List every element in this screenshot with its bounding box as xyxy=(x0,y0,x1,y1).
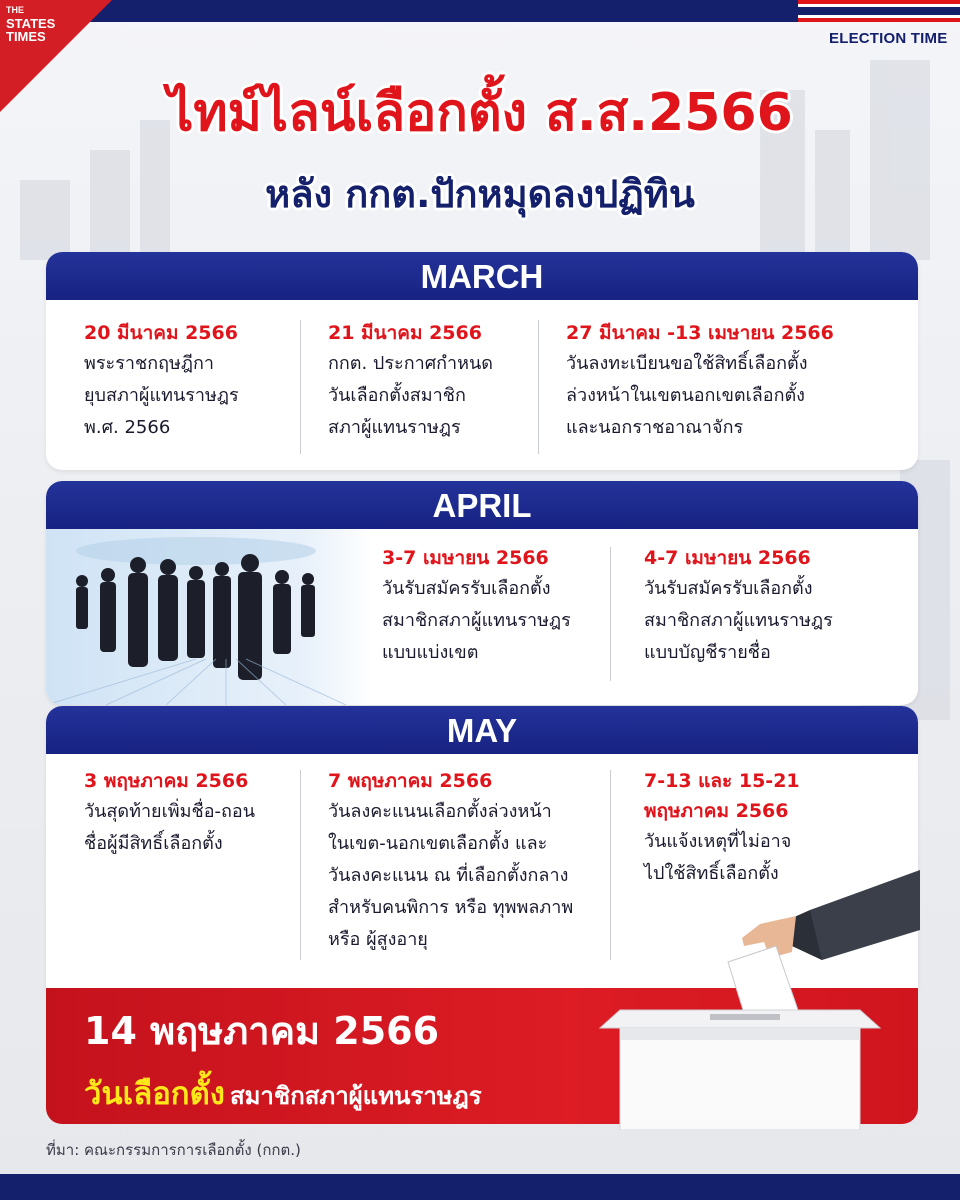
event-desc-line: ชื่อผู้มีสิทธิ์เลือกตั้ง xyxy=(84,833,223,854)
event-desc-line: ในเขต-นอกเขตเลือกตั้ง และ xyxy=(328,833,548,854)
event-desc-line: และนอกราชอาณาจักร xyxy=(566,417,744,438)
event-desc-line: วันสุดท้ายเพิ่มชื่อ-ถอน xyxy=(84,801,256,822)
event-desc-line: แบบบัญชีรายชื่อ xyxy=(644,642,771,663)
election-day-highlight: วันเลือกตั้ง xyxy=(84,1076,225,1112)
thai-flag xyxy=(798,0,960,22)
event-desc-line: แบบแบ่งเขต xyxy=(382,642,479,663)
may-event-2 xyxy=(328,766,573,956)
election-time-tag: ELECTION TIME xyxy=(829,30,948,47)
column-divider xyxy=(610,547,611,681)
source-note: ที่มา: คณะกรรมการการเลือกตั้ง (กกต.) xyxy=(46,1141,301,1159)
column-divider xyxy=(300,320,301,454)
business-people-icon xyxy=(46,529,372,705)
event-date: 7-13 และ 15-21 xyxy=(644,770,800,792)
event-date: 3-7 เมษายน 2566 xyxy=(382,547,549,569)
event-date: 4-7 เมษายน 2566 xyxy=(644,547,811,569)
page-subtitle: หลัง กกต.ปักหมุดลงปฏิทิน xyxy=(265,172,695,216)
april-event-1 xyxy=(382,543,571,669)
event-desc-line: สภาผู้แทนราษฎร xyxy=(328,417,461,438)
event-desc-line: กกต. ประกาศกำหนด xyxy=(328,353,493,374)
april-card xyxy=(46,481,918,705)
event-desc-line: วันรับสมัครรับเลือกตั้ง xyxy=(382,578,551,599)
event-desc-line: สำหรับคนพิการ หรือ ทุพพลภาพ xyxy=(328,897,574,918)
event-date: 7 พฤษภาคม 2566 xyxy=(328,770,493,792)
column-divider xyxy=(300,770,301,960)
march-event-1 xyxy=(84,318,239,444)
logo-line3: TIMES xyxy=(6,29,46,44)
logo-line2: STATES xyxy=(6,16,56,31)
event-desc-line: ล่วงหน้าในเขตนอกเขตเลือกตั้ง xyxy=(566,385,805,406)
column-divider xyxy=(538,320,539,454)
election-date: 14 พฤษภาคม 2566 xyxy=(84,1009,440,1053)
march-card xyxy=(46,252,918,470)
election-day-rest: สมาชิกสภาผู้แทนราษฎร xyxy=(229,1082,482,1110)
bottom-bar xyxy=(0,1174,960,1200)
event-date: 21 มีนาคม 2566 xyxy=(328,322,482,344)
event-desc-line: สมาชิกสภาผู้แทนราษฎร xyxy=(644,610,833,631)
event-date: พฤษภาคม 2566 xyxy=(644,800,789,822)
event-desc-line: วันลงทะเบียนขอใช้สิทธิ์เลือกตั้ง xyxy=(566,353,808,374)
page-title: ไทม์ไลน์เลือกตั้ง ส.ส.2566 xyxy=(167,83,793,143)
event-desc-line: วันลงคะแนนเลือกตั้งล่วงหน้า xyxy=(328,801,552,822)
event-desc-line: ยุบสภาผู้แทนราษฎร xyxy=(84,385,239,406)
event-date: 20 มีนาคม 2566 xyxy=(84,322,238,344)
event-desc-line: วันเลือกตั้งสมาชิก xyxy=(328,385,466,406)
event-desc-line: ไปใช้สิทธิ์เลือกตั้ง xyxy=(644,863,779,884)
april-event-2 xyxy=(644,543,833,669)
event-desc-line: วันลงคะแนน ณ ที่เลือกตั้งกลาง xyxy=(328,865,569,886)
event-date: 3 พฤษภาคม 2566 xyxy=(84,770,249,792)
event-desc-line: สมาชิกสภาผู้แทนราษฎร xyxy=(382,610,571,631)
event-desc-line: หรือ ผู้สูงอายุ xyxy=(328,929,428,950)
march-event-2 xyxy=(328,318,493,444)
may-event-1 xyxy=(84,766,255,860)
event-desc-line: พระราชกฤษฎีกา xyxy=(84,353,214,374)
month-heading-april: APRIL xyxy=(46,481,918,529)
ballot-box-icon xyxy=(560,850,920,1130)
march-event-3 xyxy=(566,318,834,444)
election-day-label xyxy=(84,1068,482,1118)
month-heading-may: MAY xyxy=(46,706,918,754)
logo-line1: THE xyxy=(6,5,24,15)
event-date: 27 มีนาคม -13 เมษายน 2566 xyxy=(566,322,834,344)
event-desc-line: วันแจ้งเหตุที่ไม่อาจ xyxy=(644,831,792,852)
month-heading-march: MARCH xyxy=(46,252,918,300)
event-desc-line: พ.ศ. 2566 xyxy=(84,417,171,438)
event-desc-line: วันรับสมัครรับเลือกตั้ง xyxy=(644,578,813,599)
